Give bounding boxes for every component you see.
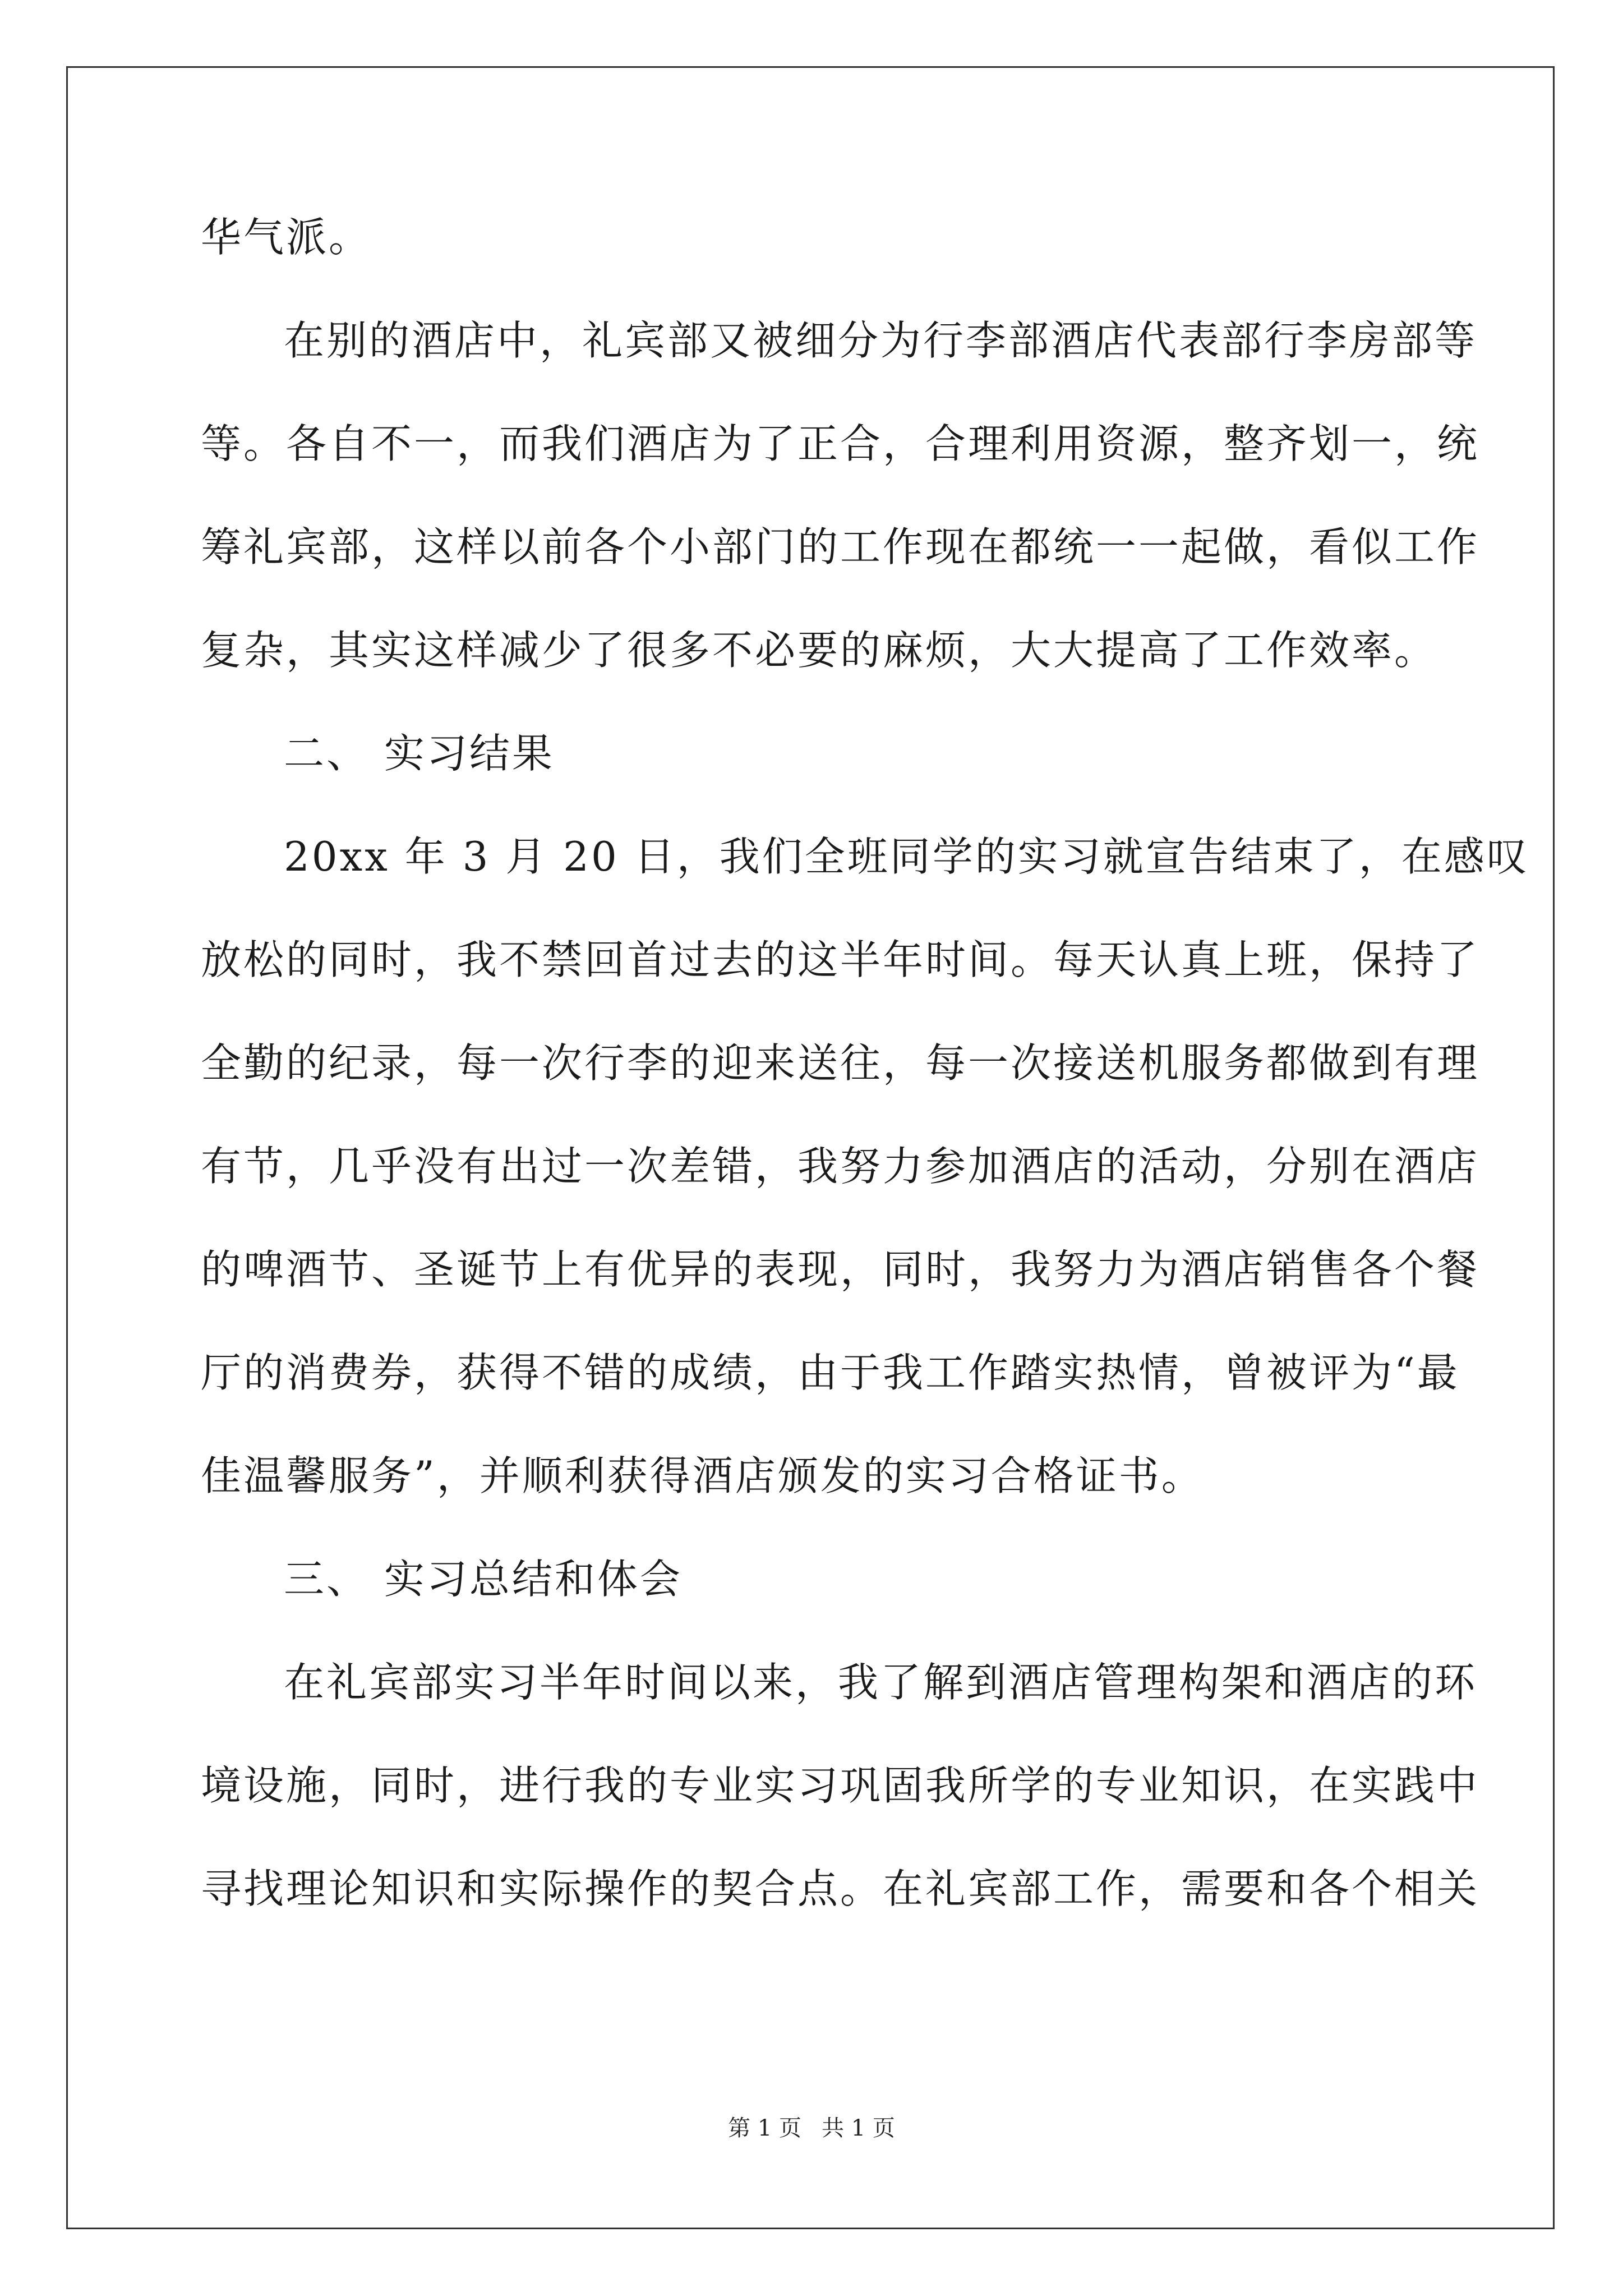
text-line: 寻找理论知识和实际操作的契合点。在礼宾部工作，需要和各个相关 [201,1865,1480,1912]
section-heading: 三、 实习总结和体会 [284,1556,683,1603]
page-footer [0,2113,1623,2144]
text-line: 佳温馨服务”，并顺利获得酒店颁发的实习合格证书。 [201,1452,1204,1499]
total-pages: 共 1 页 [822,2115,895,2141]
document-body [201,206,1529,1961]
page-number: 第 1 页 [728,2115,801,2141]
text-line: 放松的同时，我不禁回首过去的这半年时间。每天认真上班，保持了 [201,936,1480,983]
text-line: 在别的酒店中，礼宾部又被细分为行李部酒店代表部行李房部等 [284,317,1478,364]
text-line: 华气派。 [201,214,372,261]
text-line: 境设施，同时，进行我的专业实习巩固我所学的专业知识，在实践中 [201,1762,1480,1809]
text-line: 筹礼宾部，这样以前各个小部门的工作现在都统一一起做，看似工作 [201,523,1480,570]
text-line: 的啤酒节、圣诞节上有优异的表现，同时，我努力为酒店销售各个餐 [201,1246,1480,1293]
text-line: 复杂，其实这样减少了很多不必要的麻烦，大大提高了工作效率。 [201,627,1437,674]
text-line: 有节，几乎没有出过一次差错，我努力参加酒店的活动，分别在酒店 [201,1143,1480,1190]
section-heading: 二、 实习结果 [284,730,555,777]
text-line: 在礼宾部实习半年时间以来，我了解到酒店管理构架和酒店的环 [284,1659,1478,1706]
text-line: 厅的消费券，获得不错的成绩，由于我工作踏实热情，曾被评为“最 [201,1349,1460,1396]
text-line: 全勤的纪录，每一次行李的迎来送往，每一次接送机服务都做到有理 [201,1039,1480,1087]
text-line: 20xx 年 3 月 20 日，我们全班同学的实习就宣告结束了，在感叹 [284,833,1529,880]
text-line: 等。各自不一，而我们酒店为了正合，合理利用资源，整齐划一，统 [201,420,1480,467]
